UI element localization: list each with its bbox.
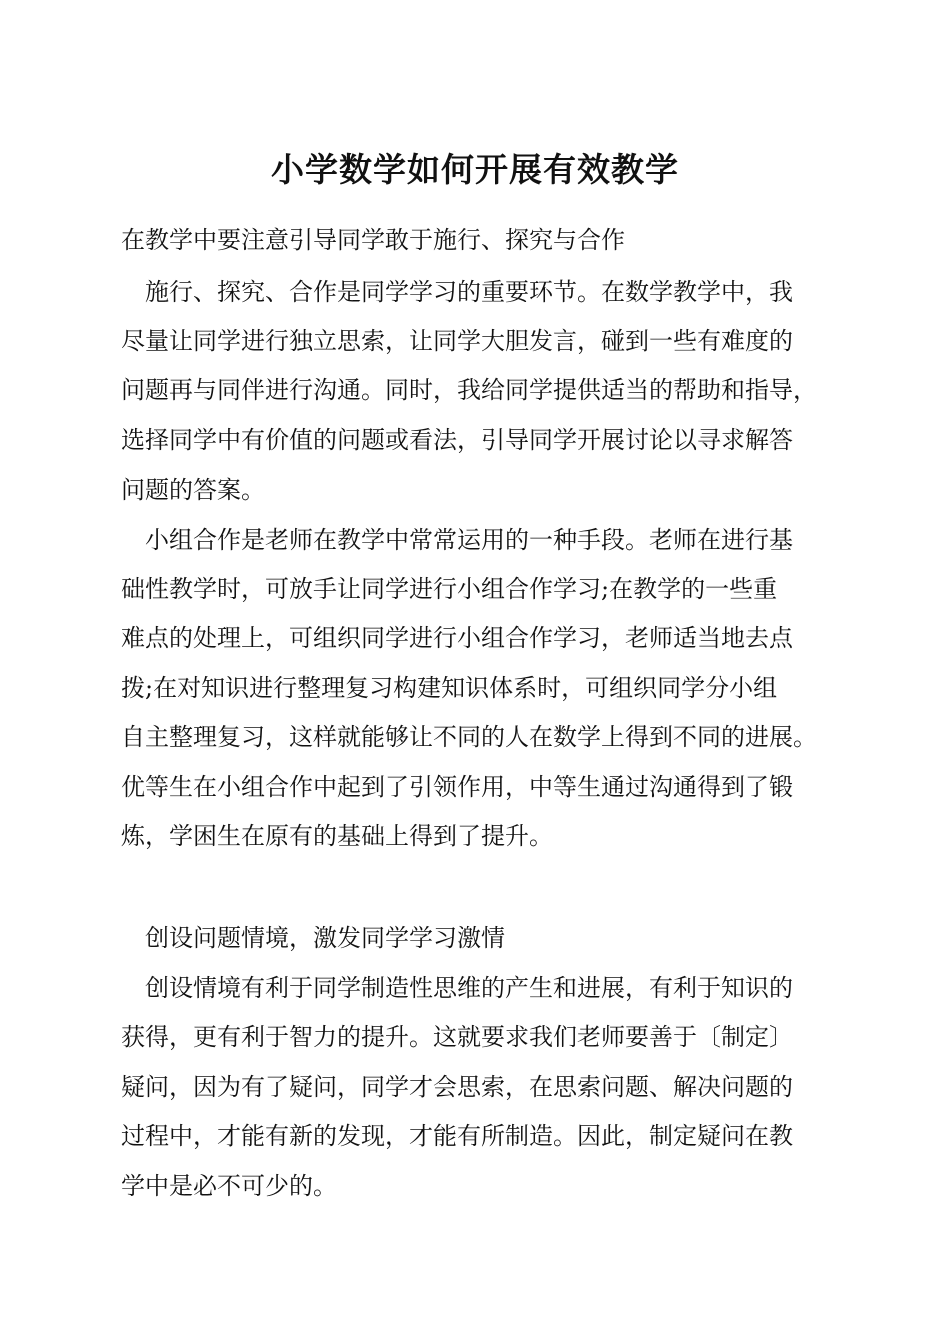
paragraph-line: 小组合作是老师在教学中常常运用的一种手段。老师在进行基 <box>145 526 793 554</box>
document-title: 小学数学如何开展有效教学 <box>271 150 679 189</box>
paragraph-line: 础性教学时，可放手让同学进行小组合作学习;在教学的一些重 <box>121 575 778 603</box>
paragraph-line: 学中是必不可少的。 <box>121 1172 337 1200</box>
paragraph-line: 炼，学困生在原有的基础上得到了提升。 <box>121 822 553 850</box>
section-heading: 创设问题情境，激发同学学习激情 <box>145 924 505 952</box>
paragraph-line: 拨;在对知识进行整理复习构建知识体系时，可组织同学分小组 <box>121 674 778 702</box>
paragraph-line: 问题的答案。 <box>121 476 265 504</box>
paragraph-line: 尽量让同学进行独立思索，让同学大胆发言，碰到一些有难度的 <box>121 327 793 355</box>
paragraph-line: 优等生在小组合作中起到了引领作用，中等生通过沟通得到了锻 <box>121 773 793 801</box>
paragraph-line: 获得，更有利于智力的提升。这就要求我们老师要善于〔制定〕 <box>121 1023 793 1051</box>
paragraph-line: 过程中，才能有新的发现，才能有所制造。因此，制定疑问在教 <box>121 1122 793 1150</box>
paragraph-line: 创设情境有利于同学制造性思维的产生和进展，有利于知识的 <box>145 974 793 1002</box>
paragraph-line: 问题再与同伴进行沟通。同时，我给同学提供适当的帮助和指导， <box>121 376 817 404</box>
paragraph-line: 疑问，因为有了疑问，同学才会思索，在思索问题、解决问题的 <box>121 1073 793 1101</box>
paragraph-line: 自主整理复习，这样就能够让不同的人在数学上得到不同的进展。 <box>121 723 817 751</box>
paragraph-line: 难点的处理上，可组织同学进行小组合作学习，老师适当地去点 <box>121 624 793 652</box>
paragraph-line: 选择同学中有价值的问题或看法，引导同学开展讨论以寻求解答 <box>121 426 793 454</box>
paragraph-line: 施行、探究、合作是同学学习的重要环节。在数学教学中，我 <box>145 278 793 306</box>
section-heading: 在教学中要注意引导同学敢于施行、探究与合作 <box>121 226 625 254</box>
